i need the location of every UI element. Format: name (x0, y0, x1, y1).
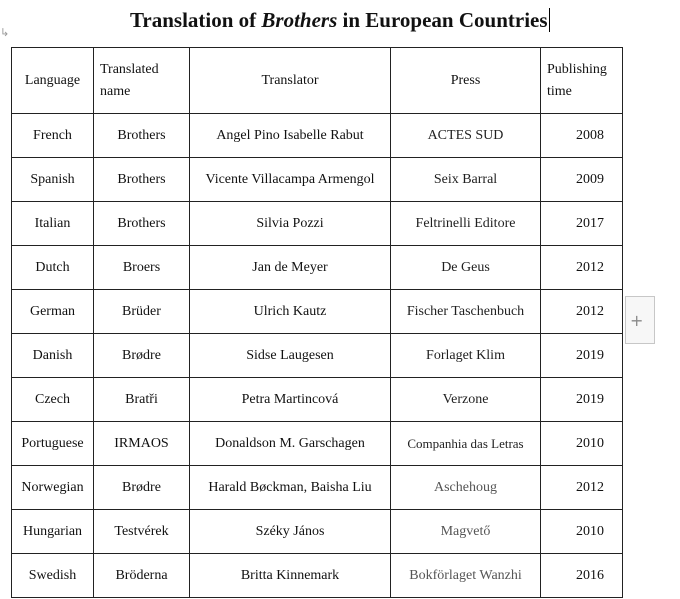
cell-press[interactable]: Magvető (391, 510, 541, 554)
cell-translated-name[interactable]: Testvérek (94, 510, 190, 554)
table-row (12, 246, 623, 290)
table-row (12, 114, 623, 158)
cell-press[interactable]: Companhia das Letras (391, 422, 541, 466)
title-italic: Brothers (261, 8, 338, 32)
cell-translator[interactable]: Sidse Laugesen (190, 334, 391, 378)
cell-language[interactable]: Dutch (12, 246, 94, 290)
cell-year[interactable]: 2010 (541, 510, 623, 554)
cell-year[interactable]: 2019 (541, 378, 623, 422)
cell-translator[interactable]: Petra Martincová (190, 378, 391, 422)
cell-translator[interactable]: Ulrich Kautz (190, 290, 391, 334)
cell-year[interactable]: 2016 (541, 554, 623, 598)
cell-year[interactable]: 2017 (541, 202, 623, 246)
cell-language[interactable]: Italian (12, 202, 94, 246)
table-row (12, 158, 623, 202)
cell-translator[interactable]: Széky János (190, 510, 391, 554)
title-prefix: Translation of (129, 8, 262, 32)
plus-icon[interactable]: + (625, 296, 655, 344)
header-language: Language (12, 48, 94, 114)
cell-year[interactable]: 2012 (541, 246, 623, 290)
cell-language[interactable]: Czech (12, 378, 94, 422)
cell-translated-name[interactable]: Broers (94, 246, 190, 290)
cell-translated-name[interactable]: Brüder (94, 290, 190, 334)
cell-language[interactable]: German (12, 290, 94, 334)
cell-language[interactable]: Spanish (12, 158, 94, 202)
cell-translator[interactable]: Britta Kinnemark (190, 554, 391, 598)
cell-year[interactable]: 2012 (541, 290, 623, 334)
header-translated-name: Translated name (94, 48, 190, 114)
cell-language[interactable]: French (12, 114, 94, 158)
cell-language[interactable]: Danish (12, 334, 94, 378)
cell-language[interactable]: Hungarian (12, 510, 94, 554)
cell-year[interactable]: 2008 (541, 114, 623, 158)
header-translator: Translator (190, 48, 391, 114)
cell-translated-name[interactable]: Bröderna (94, 554, 190, 598)
arrow-right-icon[interactable]: ↳ (0, 26, 10, 39)
cell-translated-name[interactable]: Bratři (94, 378, 190, 422)
table-row (12, 202, 623, 246)
cell-year[interactable]: 2012 (541, 466, 623, 510)
header-press: Press (391, 48, 541, 114)
cell-translator[interactable]: Jan de Meyer (190, 246, 391, 290)
table-row (12, 466, 623, 510)
cell-translator[interactable]: Silvia Pozzi (190, 202, 391, 246)
table-row (12, 378, 623, 422)
cell-translator[interactable]: Harald Bøckman, Baisha Liu (190, 466, 391, 510)
cell-language[interactable]: Portuguese (12, 422, 94, 466)
document-title[interactable] (0, 6, 680, 34)
cell-translator[interactable]: Angel Pino Isabelle Rabut (190, 114, 391, 158)
cell-year[interactable]: 2010 (541, 422, 623, 466)
cell-press[interactable]: Forlaget Klim (391, 334, 541, 378)
cell-press[interactable]: Bokförlaget Wanzhi (391, 554, 541, 598)
translation-table[interactable] (11, 47, 623, 598)
cell-translated-name[interactable]: Brødre (94, 334, 190, 378)
text-cursor (549, 8, 551, 32)
cell-translated-name[interactable]: Brothers (94, 114, 190, 158)
cell-press[interactable]: Feltrinelli Editore (391, 202, 541, 246)
cell-translated-name[interactable]: Brødre (94, 466, 190, 510)
cell-translator[interactable]: Vicente Villacampa Armengol (190, 158, 391, 202)
cell-language[interactable]: Norwegian (12, 466, 94, 510)
table-row (12, 290, 623, 334)
cell-translated-name[interactable]: Brothers (94, 202, 190, 246)
cell-language[interactable]: Swedish (12, 554, 94, 598)
cell-press[interactable]: Fischer Taschenbuch (391, 290, 541, 334)
cell-year[interactable]: 2019 (541, 334, 623, 378)
cell-press[interactable]: Aschehoug (391, 466, 541, 510)
cell-translated-name[interactable]: IRMAOS (94, 422, 190, 466)
table-row (12, 422, 623, 466)
cell-translated-name[interactable]: Brothers (94, 158, 190, 202)
cell-press[interactable]: ACTES SUD (391, 114, 541, 158)
cell-press[interactable]: Verzone (391, 378, 541, 422)
header-row (12, 48, 623, 114)
table-row (12, 510, 623, 554)
table-row (12, 334, 623, 378)
cell-translator[interactable]: Donaldson M. Garschagen (190, 422, 391, 466)
header-publishing-time: Publishing time (541, 48, 623, 114)
title-suffix: in European Countries (337, 8, 548, 32)
table-row (12, 554, 623, 598)
cell-press[interactable]: Seix Barral (391, 158, 541, 202)
cell-press[interactable]: De Geus (391, 246, 541, 290)
cell-year[interactable]: 2009 (541, 158, 623, 202)
